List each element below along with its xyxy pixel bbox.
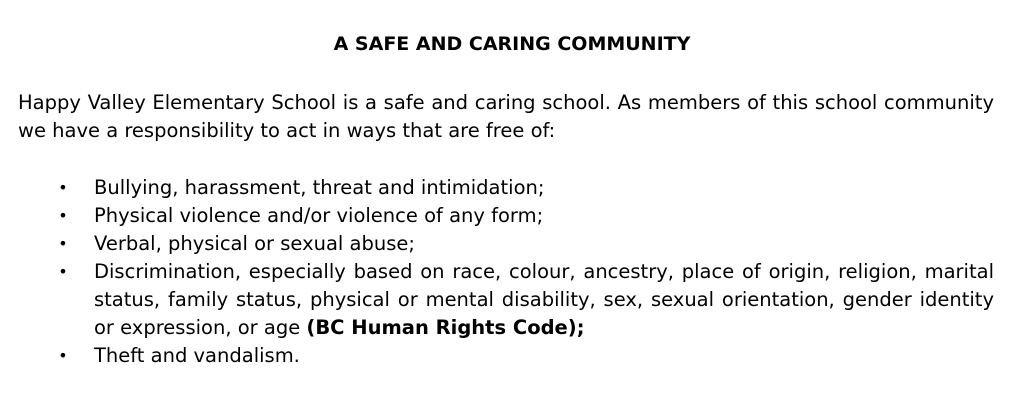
list-item	[0, 258, 994, 342]
bullet-icon: •	[58, 346, 68, 365]
list-item-citation: (BC Human Rights Code);	[306, 316, 585, 339]
list-item	[0, 230, 994, 258]
list-item-text: Theft and vandalism.	[94, 344, 300, 367]
list-item-text: Physical violence and/or violence of any form;	[94, 204, 544, 227]
bullet-icon: •	[58, 234, 68, 253]
list-item-text: Bullying, harassment, threat and intimidation;	[94, 176, 545, 199]
bullet-icon: •	[58, 178, 68, 197]
list-item	[0, 174, 994, 202]
list-item-text: Verbal, physical or sexual abuse;	[94, 232, 415, 255]
list-item	[0, 202, 994, 230]
bullet-icon: •	[58, 206, 68, 225]
list-item-text: Discrimination, especially based on race, colour, ancestry, place of origin, religion, marital status, family status, physical or mental disability, sex, sexual orientation, gender identity or expression, or age	[94, 260, 994, 339]
document-title: A SAFE AND CARING COMMUNITY	[333, 33, 691, 55]
intro-paragraph: Happy Valley Elementary School is a safe and caring school. As members of this school community we have a responsibility to act in ways that are free of:	[18, 91, 994, 142]
bullet-icon: •	[58, 262, 68, 281]
list-item	[0, 342, 994, 370]
conduct-list	[0, 174, 1024, 370]
